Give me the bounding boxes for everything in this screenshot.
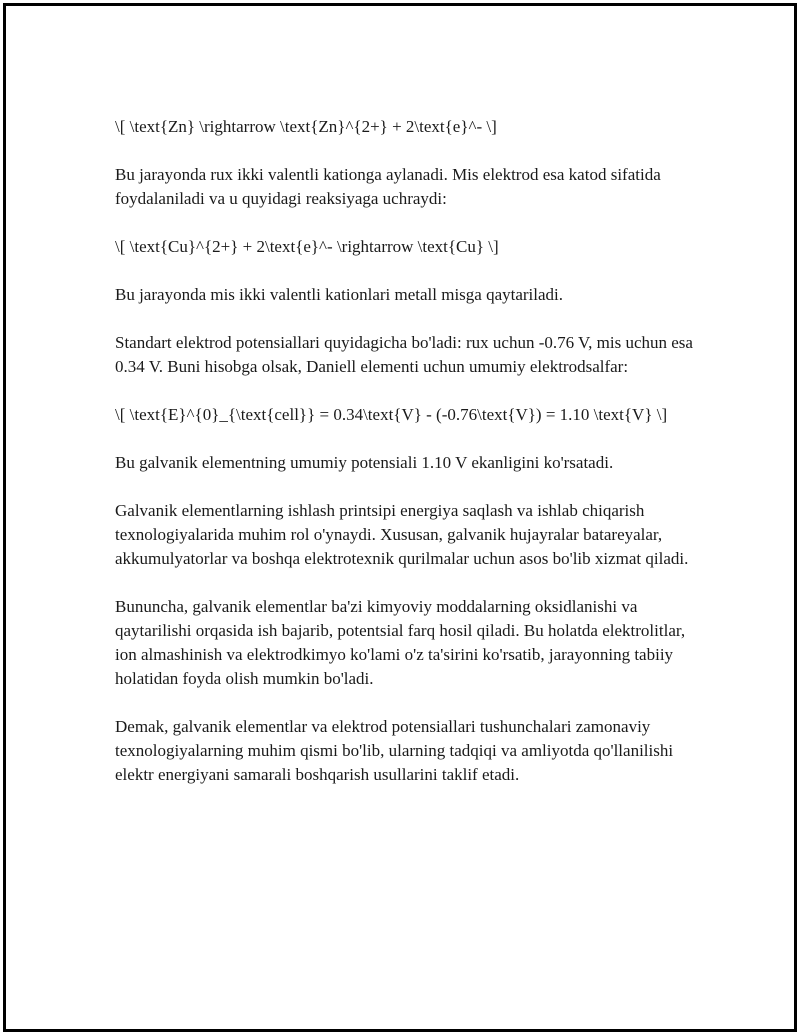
equation-zinc-oxidation: \[ \text{Zn} \rightarrow \text{Zn}^{2+} + 2\text{e}^- \] [115, 117, 497, 136]
paragraph-total-potential: Bu galvanik elementning umumiy potensiali 1.10 V ekanligini ko'rsatadi. [115, 453, 614, 472]
paragraph-standard-potentials: Standart elektrod potensiallari quyidagicha bo'ladi: rux uchun -0.76 V, mis uchun esa 0.34 V. Buni hisobga olsak, Daniell elementi uchun umumiy elektrodsalfar: [115, 333, 693, 376]
paragraph-zinc-cation: Bu jarayonda rux ikki valentli kationga aylanadi. Mis elektrod esa katod sifatida foydalaniladi va u quyidagi reaksiyaga uchraydi: [115, 165, 661, 208]
document-body [115, 115, 695, 811]
paragraph-oxidation-reduction: Bununcha, galvanik elementlar ba'zi kimyoviy moddalarning oksidlanishi va qaytarilishi orqasida ish bajarib, potentsial farq hosil qiladi. Bu holatda elektrolitlar, ion almashinish va elektrodkimyo ko'lami o'z ta'sirini ko'rsatib, jarayonning tabiiy holatidan foyda olish mumkin bo'ladi. [115, 597, 686, 688]
paragraph-conclusion: Demak, galvanik elementlar va elektrod potensiallari tushunchalari zamonaviy texnologiyalarning muhim qismi bo'lib, ularning tadqiqi va amliyotda qo'llanilishi elektr energiyani samarali boshqarish usullarini taklif etadi. [115, 717, 674, 784]
equation-cell-potential: \[ \text{E}^{0}_{\text{cell}} = 0.34\text{V} - (-0.76\text{V}) = 1.10 \text{V} \] [115, 405, 668, 424]
paragraph-working-principle: Galvanik elementlarning ishlash printsipi energiya saqlash va ishlab chiqarish texnologiyalarida muhim rol o'ynaydi. Xususan, galvanik hujayralar batareyalar, akkumulyatorlar va boshqa elektrotexnik qurilmalar uchun asos bo'lib xizmat qiladi. [115, 501, 689, 568]
paragraph-copper-reduction: Bu jarayonda mis ikki valentli kationlari metall misga qaytariladi. [115, 285, 564, 304]
equation-copper-reduction: \[ \text{Cu}^{2+} + 2\text{e}^- \rightarrow \text{Cu} \] [115, 237, 499, 256]
